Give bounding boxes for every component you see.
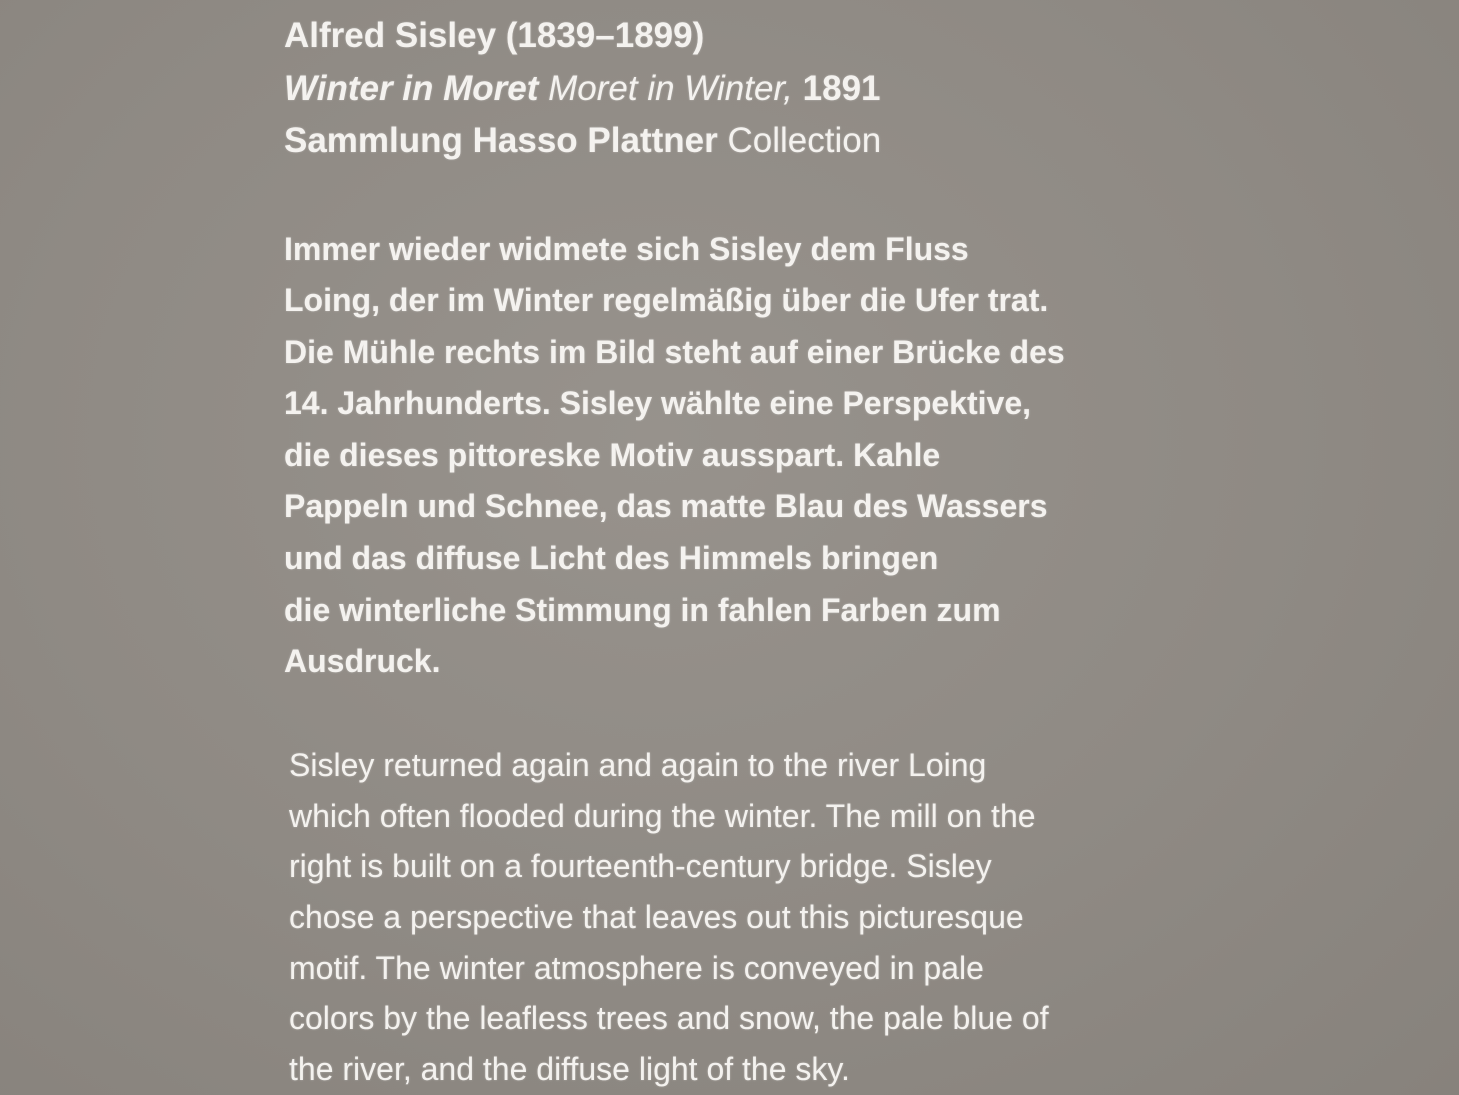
description-english-line: chose a perspective that leaves out this picturesque — [289, 898, 1024, 935]
description-german-line: Die Mühle rechts im Bild steht auf einer Brücke des — [284, 333, 1065, 370]
description-english-line: the river, and the diffuse light of the sky. — [289, 1051, 850, 1088]
description-german-line: Pappeln und Schnee, das matte Blau des Wassers — [284, 488, 1048, 525]
museum-wall-label — [284, 10, 1184, 1095]
description-german — [284, 224, 1184, 688]
description-german-line: 14. Jahrhunderts. Sisley wählte eine Perspektive, — [284, 385, 1031, 422]
description-german-line: Loing, der im Winter regelmäßig über die Ufer trat. — [284, 282, 1049, 319]
description-german-line: die dieses pittoreske Motiv ausspart. Kahle — [284, 436, 941, 473]
description-german-line: und das diffuse Licht des Himmels bringen — [284, 540, 939, 577]
artist-name: Alfred Sisley (1839–1899) — [284, 16, 705, 55]
title-german: Winter in Moret — [284, 68, 539, 108]
description-english-line: which often flooded during the winter. The mill on the — [289, 797, 1036, 834]
description-german-line: Ausdruck. — [284, 643, 441, 680]
description-german-line: Immer wieder widmete sich Sisley dem Fluss — [284, 230, 969, 267]
collection-line — [284, 115, 1184, 168]
artwork-title-line — [284, 63, 1184, 116]
artwork-year: 1891 — [802, 68, 881, 108]
description-english-line: right is built on a fourteenth-century bridge. Sisley — [289, 848, 992, 885]
description-english — [289, 740, 1184, 1095]
description-english-line: colors by the leafless trees and snow, the pale blue of — [289, 1000, 1049, 1037]
collection-german: Sammlung Hasso Plattner — [284, 121, 718, 160]
description-english-line: Sisley returned again and again to the river Loing — [289, 746, 987, 783]
description-english-line: motif. The winter atmosphere is conveyed in pale — [289, 949, 984, 986]
description-german-line: die winterliche Stimmung in fahlen Farben zum — [284, 591, 1001, 628]
collection-english: Collection — [727, 121, 882, 160]
title-english: Moret in Winter, — [548, 68, 793, 108]
